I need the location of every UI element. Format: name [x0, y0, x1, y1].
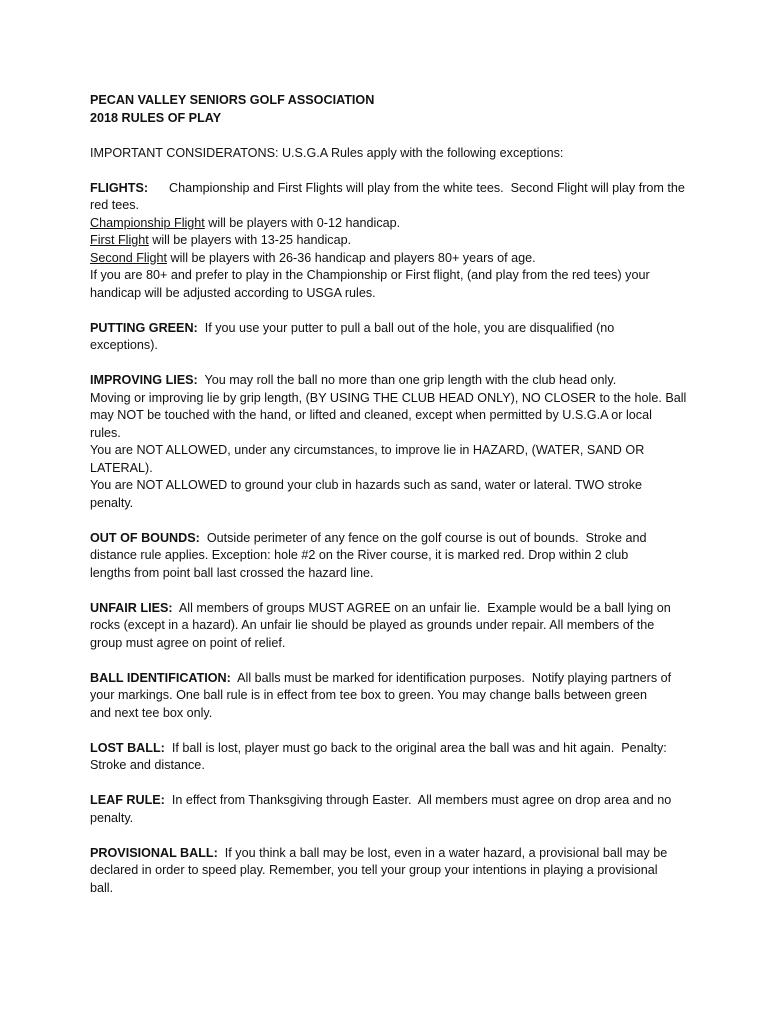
- section-text: You are NOT ALLOWED to ground your club in hazards such as sand, water or lateral. TWO stroke: [90, 478, 643, 492]
- section-provisional-ball: [90, 845, 690, 898]
- section-flights: [90, 180, 690, 303]
- section-leaf-rule: [90, 792, 690, 827]
- section-heading: PROVISIONAL BALL:: [90, 845, 218, 860]
- spacer: [90, 582, 690, 600]
- section-text: will be players with 0-12 handicap.: [204, 215, 401, 230]
- section-text: You may roll the ball no more than one grip length with the club head only.: [197, 373, 617, 387]
- section-lost-ball: [90, 740, 690, 775]
- section-text: and next tee box only.: [90, 705, 213, 720]
- intro-line: IMPORTANT CONSIDERATONS: U.S.G.A Rules apply with the following exceptions:: [90, 145, 564, 160]
- section-text: will be players with 26-36 handicap and players 80+ years of age.: [167, 250, 536, 265]
- section-out-of-bounds: [90, 530, 690, 583]
- section-text: declared in order to speed play. Remember, you tell your group your intentions in playing a provisional: [90, 863, 658, 877]
- section-text: red tees.: [90, 198, 140, 212]
- spacer: [90, 512, 690, 530]
- section-ball-identification: [90, 670, 690, 723]
- section-text: group must agree on point of relief.: [90, 635, 286, 650]
- spacer: [90, 302, 690, 320]
- section-heading: LOST BALL:: [90, 740, 165, 755]
- section-heading: LEAF RULE:: [90, 793, 165, 807]
- section-heading: IMPROVING LIES:: [90, 373, 198, 387]
- section-text: All balls must be marked for identification purposes. Notify playing partners of: [230, 670, 672, 685]
- spacer: [90, 775, 690, 793]
- section-text: rocks (except in a hazard). An unfair lie should be played as grounds under repair. All members of the: [90, 618, 655, 632]
- section-heading: UNFAIR LIES:: [90, 600, 173, 615]
- document-subtitle: 2018 RULES OF PLAY: [90, 110, 222, 125]
- section-text: If ball is lost, player must go back to the original area the ball was and hit again. Penalty:: [164, 740, 667, 755]
- section-text: Moving or improving lie by grip length, (BY USING THE CLUB HEAD ONLY), NO CLOSER to the hole. Ball: [90, 390, 687, 405]
- section-unfair-lies: [90, 600, 690, 653]
- spacer: [90, 127, 690, 145]
- section-text: may NOT be touched with the hand, or lifted and cleaned, except when permitted by U.S.G.A or local: [90, 408, 652, 422]
- section-text: penalty.: [90, 810, 134, 825]
- section-text: All members of groups MUST AGREE on an unfair lie. Example would be a ball lying on: [172, 600, 671, 615]
- section-text: will be players with 13-25 handicap.: [148, 233, 352, 247]
- section-putting-green: [90, 320, 690, 355]
- spacer: [90, 827, 690, 845]
- section-text: your markings. One ball rule is in effect from tee box to green. You may change balls between green: [90, 688, 648, 702]
- section-text: penalty.: [90, 495, 134, 510]
- section-text: You are NOT ALLOWED, under any circumstances, to improve lie in HAZARD, (WATER, SAND OR: [90, 443, 645, 457]
- spacer: [90, 355, 690, 373]
- section-text: exceptions).: [90, 338, 158, 352]
- section-text: LATERAL).: [90, 460, 153, 475]
- section-text: lengths from point ball last crossed the hazard line.: [90, 565, 374, 580]
- section-text: distance rule applies. Exception: hole #2 on the River course, it is marked red. Drop within 2 club: [90, 548, 629, 562]
- section-heading: BALL IDENTIFICATION:: [90, 670, 231, 685]
- section-text: ball.: [90, 880, 114, 895]
- section-text: handicap will be adjusted according to USGA rules.: [90, 285, 376, 300]
- section-text: Stroke and distance.: [90, 758, 205, 772]
- spacer: [90, 722, 690, 740]
- spacer: [90, 652, 690, 670]
- section-text: Championship and First Flights will play from the white tees. Second Flight will play from the: [148, 180, 685, 195]
- first-flight-label: First Flight: [90, 233, 149, 247]
- section-text: In effect from Thanksgiving through Easter. All members must agree on drop area and no: [164, 793, 672, 807]
- championship-flight-label: Championship Flight: [90, 215, 205, 230]
- section-text: If you think a ball may be lost, even in a water hazard, a provisional ball may be: [217, 845, 668, 860]
- document-body: [90, 92, 690, 897]
- section-text: rules.: [90, 425, 121, 440]
- section-improving-lies: [90, 372, 690, 512]
- section-text: If you are 80+ and prefer to play in the Championship or First flight, (and play from the red tees) your: [90, 268, 650, 282]
- section-heading: FLIGHTS:: [90, 180, 149, 195]
- section-text: Outside perimeter of any fence on the golf course is out of bounds. Stroke and: [199, 530, 647, 545]
- second-flight-label: Second Flight: [90, 250, 168, 265]
- document-title: PECAN VALLEY SENIORS GOLF ASSOCIATION: [90, 93, 375, 107]
- section-heading: PUTTING GREEN:: [90, 320, 198, 335]
- section-text: If you use your putter to pull a ball out of the hole, you are disqualified (no: [197, 320, 615, 335]
- section-heading: OUT OF BOUNDS:: [90, 530, 200, 545]
- spacer: [90, 162, 690, 180]
